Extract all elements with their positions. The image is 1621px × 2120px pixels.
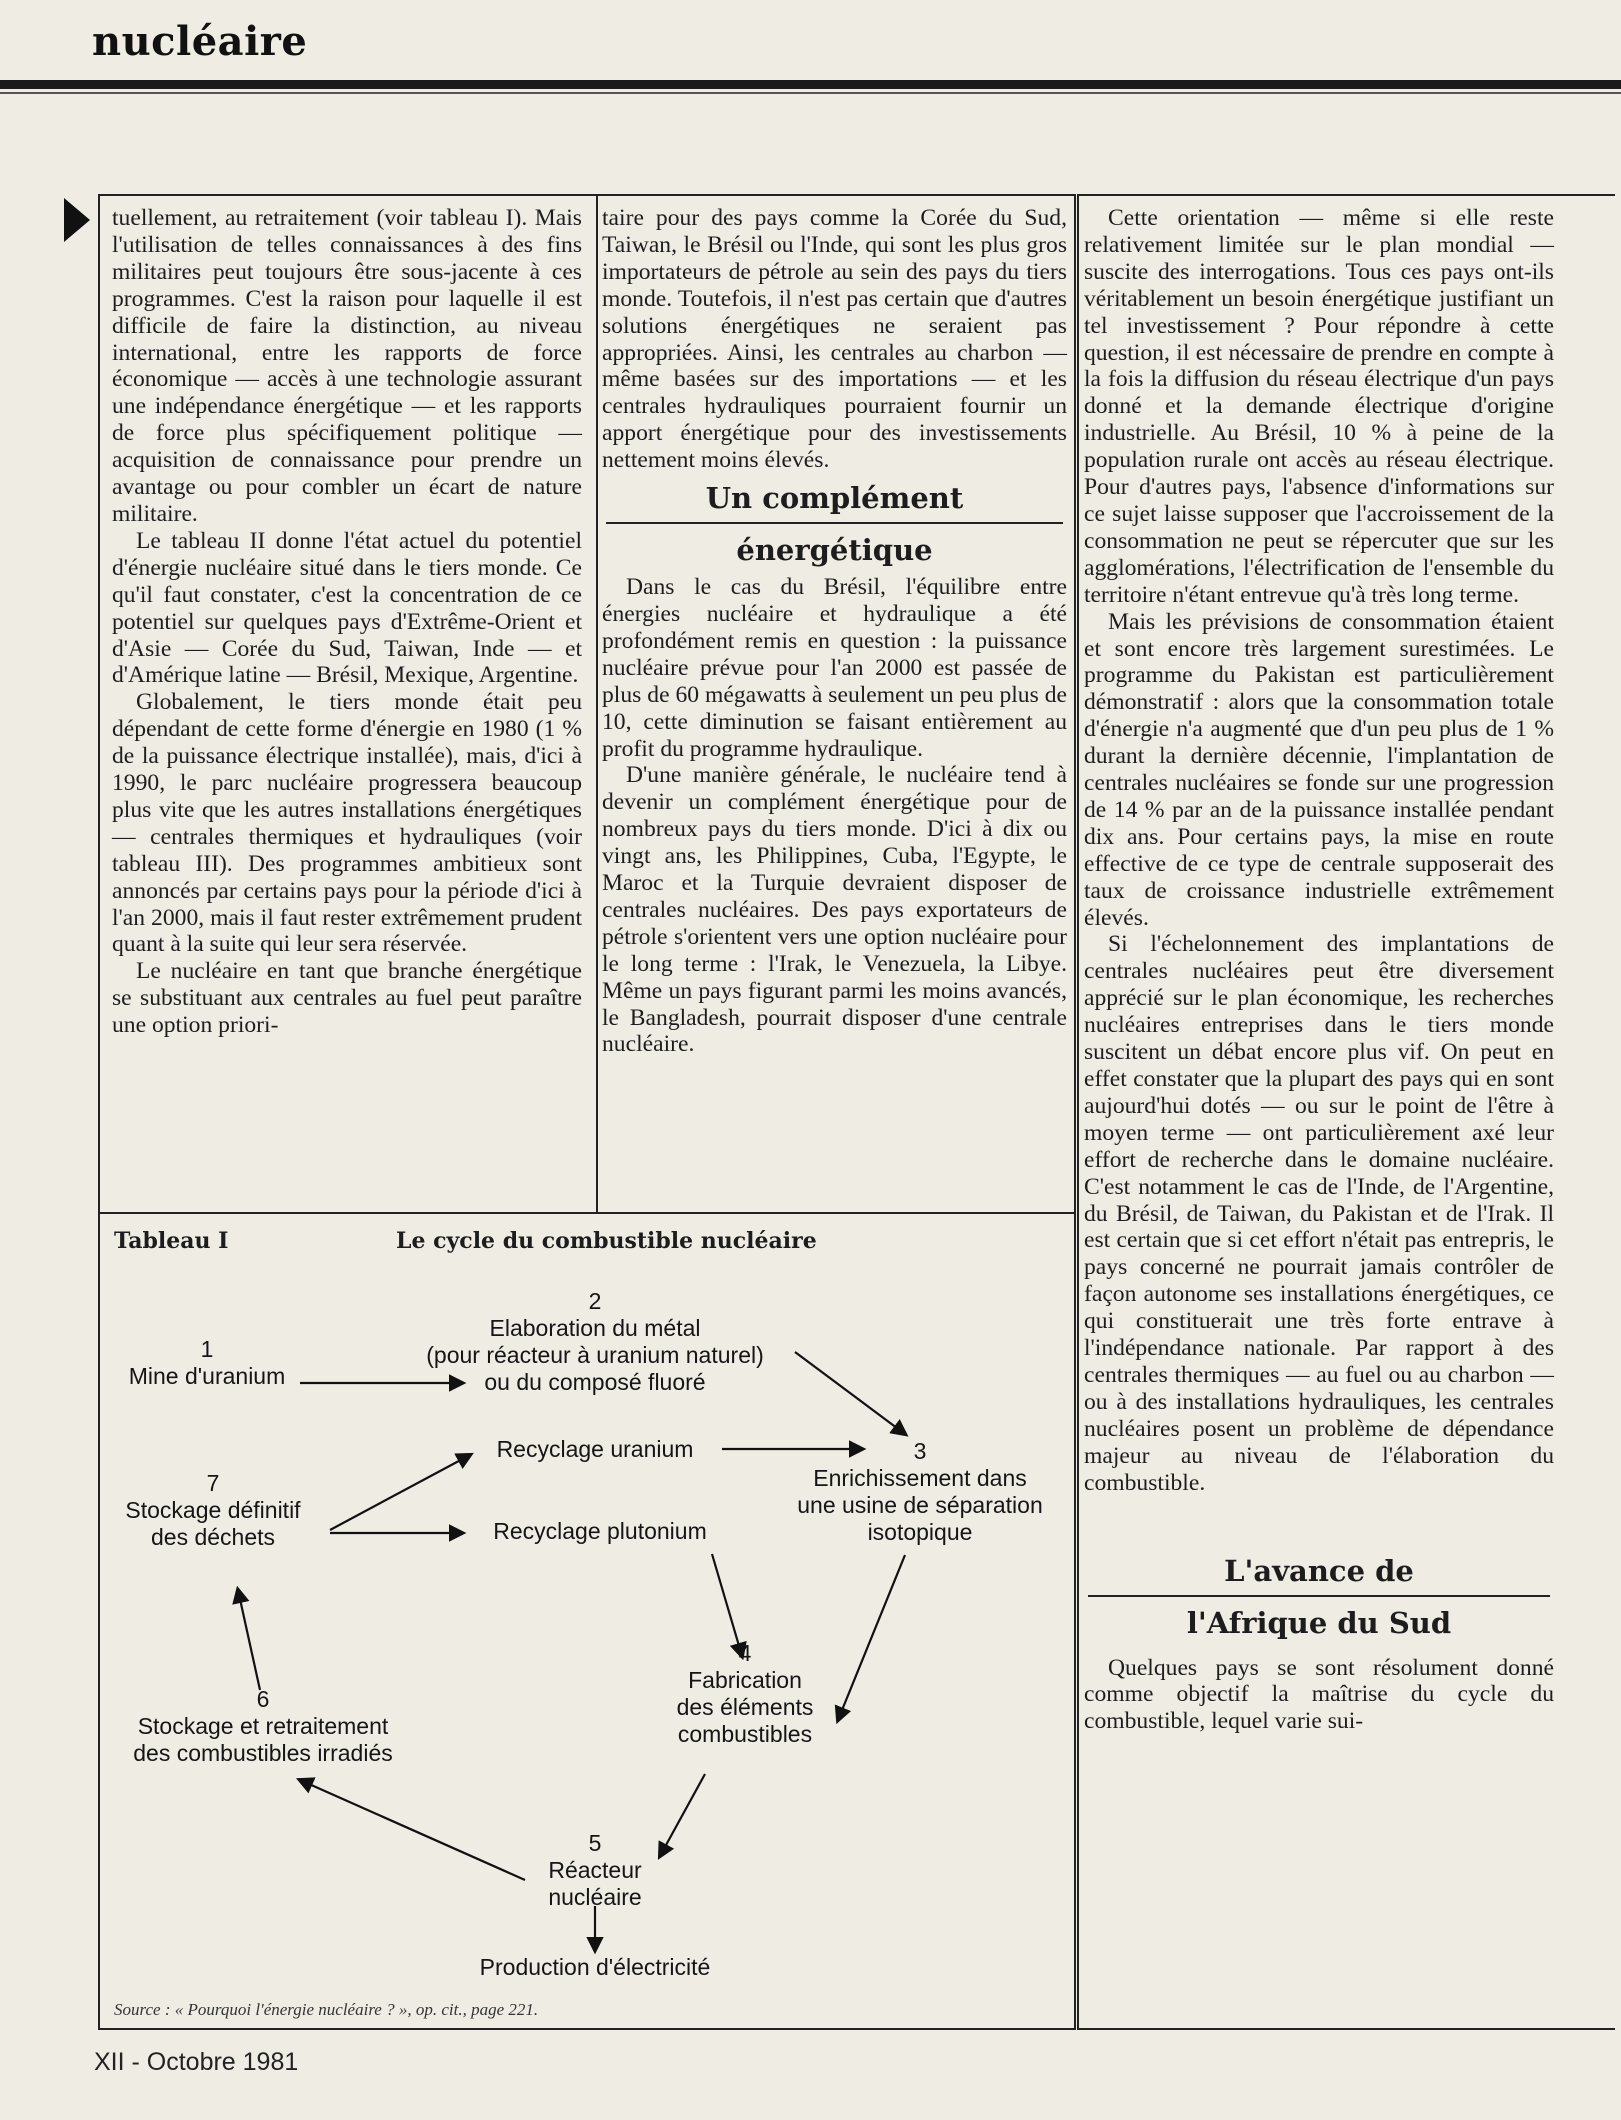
node-retraitement: 6 Stockage et retraitement des combustibles irradiés bbox=[133, 1686, 393, 1766]
paragraph: Si l'échelonnement des implantations de centrales nucléaires peut être diversement apprécié sur le plan économique, les recherches nucléaires entreprises dans le tiers monde suscitent un débat encore plus vif. On peut en effet constater que la plupart des pays qui en sont aujourd'hui dotés — ou sur le point de l'être à moyen terme — ont particulièrement axé leur effort de recherche dans le domaine nucléaire. C'est notamment le cas de l'Inde, de l'Argentine, du Brésil, de Taiwan, du Pakistan et de l'Irak. Il est certain que si cet effort n'était pas entrepris, le pays concerné ne pourrait jamais contrôler de façon autonome ses installations énergétiques, ce qui constituerait une très forte entrave à l'indépendance nationale. Par rapport à des centrales thermiques — au fuel ou au charbon — ou à des installations hydrauliques, les centrales nucléaires posent un problème de dépendance majeur au niveau de l'élaboration du combustible. bbox=[1084, 931, 1554, 1496]
header-rule-thin bbox=[0, 92, 1621, 94]
paragraph: Le tableau II donne l'état actuel du potentiel d'énergie nucléaire situé dans le tiers monde. Ce qu'il faut constater, c'est la concentration de ce potentiel sur quelques pays d'Extrême-Orient et d'Asie — Corée du Sud, Taiwan, Inde — et d'Amérique latine — Brésil, Mexique, Argentine. bbox=[112, 527, 582, 689]
paragraph: D'une manière générale, le nucléaire tend à devenir un complément énergétique pour de nombreux pays du tiers monde. D'ici à dix ou vingt ans, les Philippines, Cuba, l'Egypte, le Maroc et la Turquie devraient disposer de centrales nucléaires. Des pays exportateurs de pétrole s'orientent vers une option nucléaire pour le long terme : l'Irak, le Venezuela, la Libye. Même un pays figurant parmi les moins avancés, le Bangladesh, pourrait disposer d'une centrale nucléaire. bbox=[602, 762, 1067, 1058]
subheading-rule bbox=[606, 522, 1063, 524]
paragraph: Cette orientation — même si elle reste relativement limitée sur le plan mondial — suscite des interrogations. Tous ces pays ont-ils véritablement un besoin énergétique justifiant un tel investissement ? Pour répondre à cette question, il est nécessaire de prendre en compte à la fois la diffusion du réseau électrique d'un pays donné et la demande électrique d'origine industrielle. Au Brésil, 10 % à peine de la population rurale ont accès au réseau électrique. Pour d'autres pays, l'absence d'informations sur ce sujet laisse supposer que l'accroissement de la consommation ne peut se répercuter que sur les agglomérations, l'électrification de l'ensemble du territoire n'étant entrevue qu'à très long terme. bbox=[1084, 205, 1554, 608]
node-mine: 1 Mine d'uranium bbox=[128, 1336, 286, 1389]
diagram-source: Source : « Pourquoi l'énergie nucléaire ? », op. cit., page 221. bbox=[114, 2000, 539, 2019]
section-title: nucléaire bbox=[92, 18, 308, 65]
node-reacteur: 5 Réacteur nucléaire bbox=[548, 1830, 642, 1910]
column-divider bbox=[596, 194, 598, 1214]
subheading-rule bbox=[1088, 1595, 1550, 1597]
article-column-3 bbox=[1084, 205, 1554, 1735]
subheading: l'Afrique du Sud bbox=[1186, 1605, 1452, 1640]
node-electricite: Production d'électricité bbox=[479, 1954, 711, 1980]
article-column-1 bbox=[112, 205, 582, 1039]
paragraph: tuellement, au retraitement (voir tableau I). Mais l'utilisation de telles connaissances à des fins militaires peut toujours être sous-jacente à ces programmes. C'est la raison pour laquelle il est difficile de faire la distinction, au niveau international, entre les rapports de force économique — accès à une technologie assurant une indépendance énergétique — et les rapports de force plus spécifiquement politique — acquisition de connaissance pour prendre un avantage ou pour combler un écart de nature militaire. bbox=[112, 205, 582, 527]
table-label: Tableau I bbox=[114, 1228, 229, 1254]
node-enrichissement: 3 Enrichissement dans une usine de séparation isotopique bbox=[797, 1438, 1043, 1545]
subheading: énergétique bbox=[736, 533, 933, 568]
header-rule bbox=[0, 80, 1621, 89]
spacer bbox=[1084, 1497, 1554, 1553]
paragraph: Mais les prévisions de consommation étaient et sont encore très largement surestimées. Le programme du Pakistan est particulièrement démonstratif : alors que la consommation totale d'énergie n'a augmenté que d'un peu plus de 1 % durant la dernière décennie, l'implantation de centrales nucléaires se fonde sur une progression de 14 % par an de la puissance installée pendant dix ans. Pour certains pays, la mise en route effective de ce type de centrale supposerait des taux de croissance industrielle extrêmement élevés. bbox=[1084, 608, 1554, 931]
diagram-divider bbox=[98, 1212, 1076, 1214]
paragraph: Globalement, le tiers monde était peu dépendant de cette forme d'énergie en 1980 (1 % de la puissance électrique installée), mais, d'ici à 1990, le parc nucléaire progressera beaucoup plus vite que les autres installations énergétiques — centrales thermiques et hydrauliques (voir tableau III). Des programmes ambitieux sont annoncés par certains pays pour la période d'ici à l'an 2000, mais il faut rester extrêmement prudent quant à la suite qui leur sera réservée. bbox=[112, 689, 582, 958]
node-recyclage-uranium: Recyclage uranium bbox=[496, 1436, 694, 1462]
paragraph: taire pour des pays comme la Corée du Sud, Taiwan, le Brésil ou l'Inde, qui sont les plus gros importateurs de pétrole au sein des pays du tiers monde. Toutefois, il n'est pas certain que d'autres solutions énergétiques ne seraient pas appropriées. Ainsi, les centrales au charbon — même basées sur des importations — et les centrales hydrauliques pourraient fournir un apport énergétique pour des investissements nettement moins élevés. bbox=[602, 205, 1067, 474]
continuation-arrow-icon bbox=[64, 198, 90, 242]
paragraph: Dans le cas du Brésil, l'équilibre entre énergies nucléaire et hydraulique a été profondément remis en question : la puissance nucléaire prévue pour l'an 2000 est passée de plus de 60 mégawatts à seulement un peu plus de 10, cette diminution se faisant entièrement au profit du programme hydraulique. bbox=[602, 574, 1067, 762]
node-stockage-definitif: 7 Stockage définitif des déchets bbox=[125, 1470, 301, 1550]
node-recyclage-plutonium: Recyclage plutonium bbox=[493, 1518, 707, 1544]
subheading: Un complément bbox=[705, 481, 964, 516]
node-elaboration: 2 Elaboration du métal (pour réacteur à uranium naturel) ou du composé fluoré bbox=[426, 1288, 764, 1395]
paragraph: Le nucléaire en tant que branche énergétique se substituant aux centrales au fuel peut paraître une option priori- bbox=[112, 958, 582, 1039]
node-fabrication: 4 Fabrication des éléments combustibles bbox=[676, 1640, 814, 1747]
page-footer: XII - Octobre 1981 bbox=[94, 2048, 299, 2076]
diagram-title: Le cycle du combustible nucléaire bbox=[396, 1228, 817, 1254]
subheading: L'avance de bbox=[1224, 1553, 1414, 1588]
paragraph: Quelques pays se sont résolument donné comme objectif la maîtrise du cycle du combustible, lequel varie sui- bbox=[1084, 1654, 1554, 1735]
article-column-2 bbox=[602, 205, 1067, 1058]
